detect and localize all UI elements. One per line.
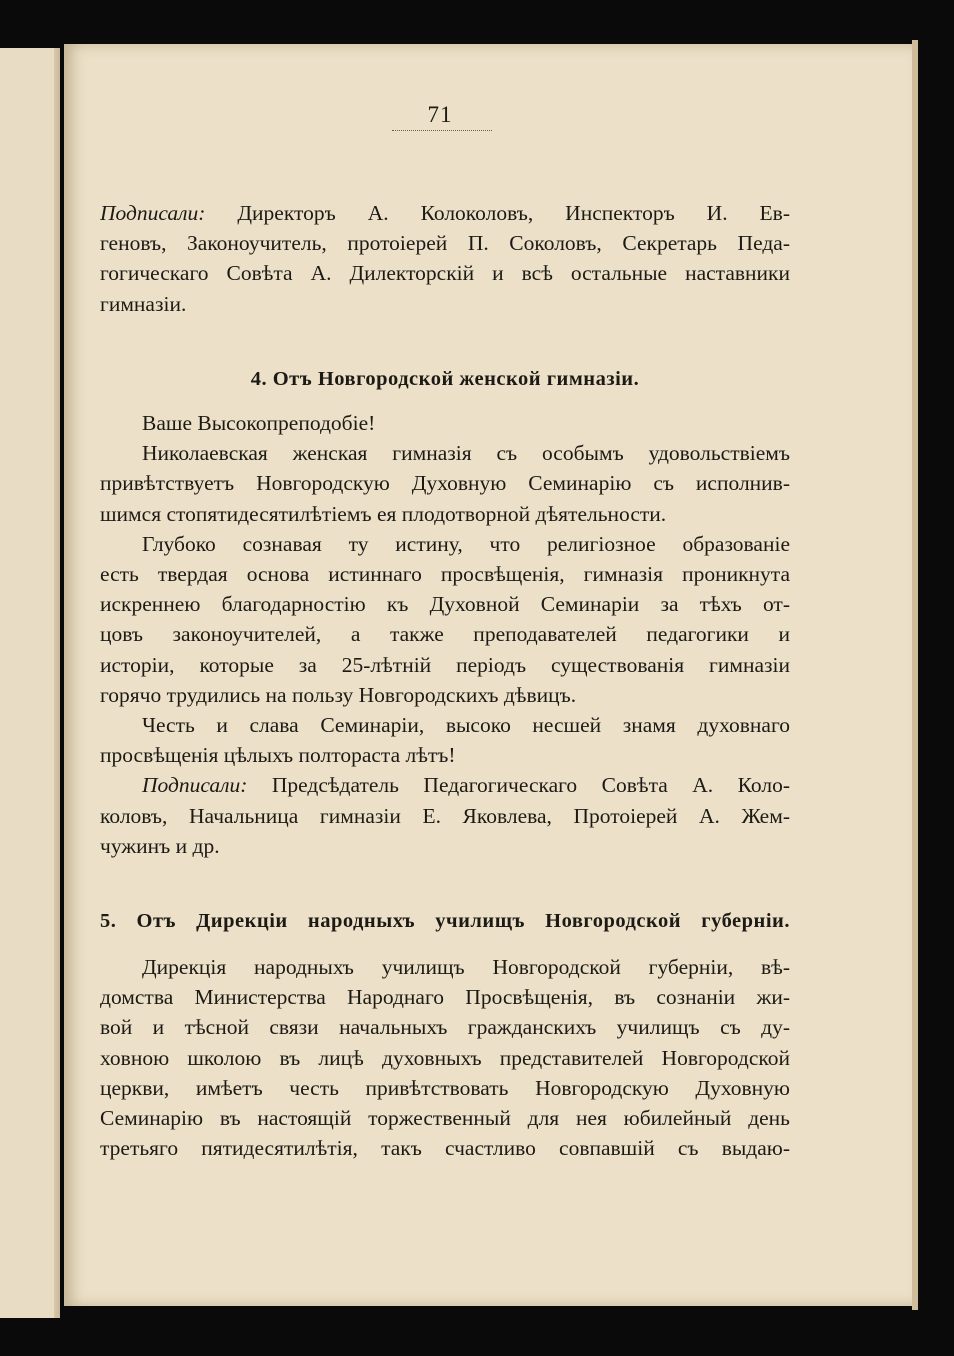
section-5-p1-line-6: Семинарію въ настоящій торжественный для нея юбилейный день [100,1106,790,1131]
section-4-signature-text-1: Предсѣдатель Педагогическаго Совѣта А. Коло- [247,773,790,798]
section-4-p3-line-2: просвѣщенія цѣлыхъ полтораста лѣтъ! [100,743,456,768]
page-number: 71 [427,102,453,127]
section-5-p1-line-1: Дирекція народныхъ училищъ Новгородской губерніи, вѣ- [142,955,790,979]
section-4-signature-line-3: чужинъ и др. [100,833,220,858]
signature-1-line-4: гимназіи. [100,291,187,316]
section-4-p2-line-3: искреннею благодарностію къ Духовной Семинаріи за тѣхъ от- [100,592,790,617]
section-4-p2-line-6: горячо трудились на пользу Новгородскихъ дѣвицъ. [100,682,577,707]
section-5-heading: 5. Отъ Дирекціи народныхъ училищъ Новгородской губерніи. [100,910,790,932]
section-5-p1-line-7: третьяго пятидесятилѣтія, такъ счастливо совпавшій съ выдаю- [100,1136,790,1161]
section-5-body [100,952,790,1163]
left-page-edge [0,48,60,1318]
signature-block-1 [100,198,790,319]
section-4-p2-line-5: исторіи, которые за 25-лѣтній періодъ существованія гимназіи [100,652,790,677]
section-4-p1-line-1: Николаевская женская гимназія съ особымъ удовольствіемъ [142,441,790,466]
page-fore-edge [912,40,918,1310]
section-4-signature-prefix: Подписали: [142,773,248,798]
signature-1-line-2: геновъ, Законоучитель, протоіерей П. Соколовъ, Секретарь Педа- [100,231,790,256]
section-4-body [100,408,790,861]
section-4-greeting: Ваше Высокопреподобіе! [142,411,376,435]
section-5-p1-line-5: церкви, имѣетъ честь привѣтствовать Новгородскую Духовную [100,1075,790,1100]
section-4-signature-line-1 [100,770,790,800]
section-4-p2-line-1: Глубоко сознавая ту истину, что религіозное образованіе [142,531,790,556]
section-5-p1-line-3: вой и тѣсной связи начальныхъ гражданскихъ училищъ съ ду- [100,1015,790,1040]
signature-1-text-1: Директоръ А. Колоколовъ, Инспекторъ И. Ев- [205,201,790,225]
section-4-p1-line-2: привѣтствуетъ Новгородскую Духовную Семинарію съ исполнив- [100,471,790,496]
signature-1-line-3: гогическаго Совѣта А. Дилекторскій и всѣ остальные наставники [100,261,790,286]
section-4-p2-line-2: есть твердая основа истиннаго просвѣщенія, гимназія проникнута [100,562,790,587]
section-5-p1-line-4: ховною школою въ лицѣ духовныхъ представителей Новгородской [100,1045,790,1070]
section-5-p1-line-2: домства Министерства Народнаго Просвѣщенія, въ сознаніи жи- [100,985,790,1010]
section-4-p2-line-4: цовъ законоучителей, а также преподавателей педагогики и [100,622,790,647]
section-4-heading: 4. Отъ Новгородской женской гимназіи. [250,368,640,390]
header-rule [392,130,492,131]
signature-1-prefix: Подписали: [100,201,206,225]
section-4-signature-line-2: коловъ, Начальница гимназіи Е. Яковлева, Протоіерей А. Жем- [100,803,790,828]
section-4-p3-line-1: Честь и слава Семинаріи, высоко несшей знамя духовнаго [142,713,790,738]
signature-1-line-1 [100,198,790,228]
section-4-p1-line-3: шимся стопятидесятилѣтіемъ ея плодотворной дѣятельности. [100,501,667,526]
